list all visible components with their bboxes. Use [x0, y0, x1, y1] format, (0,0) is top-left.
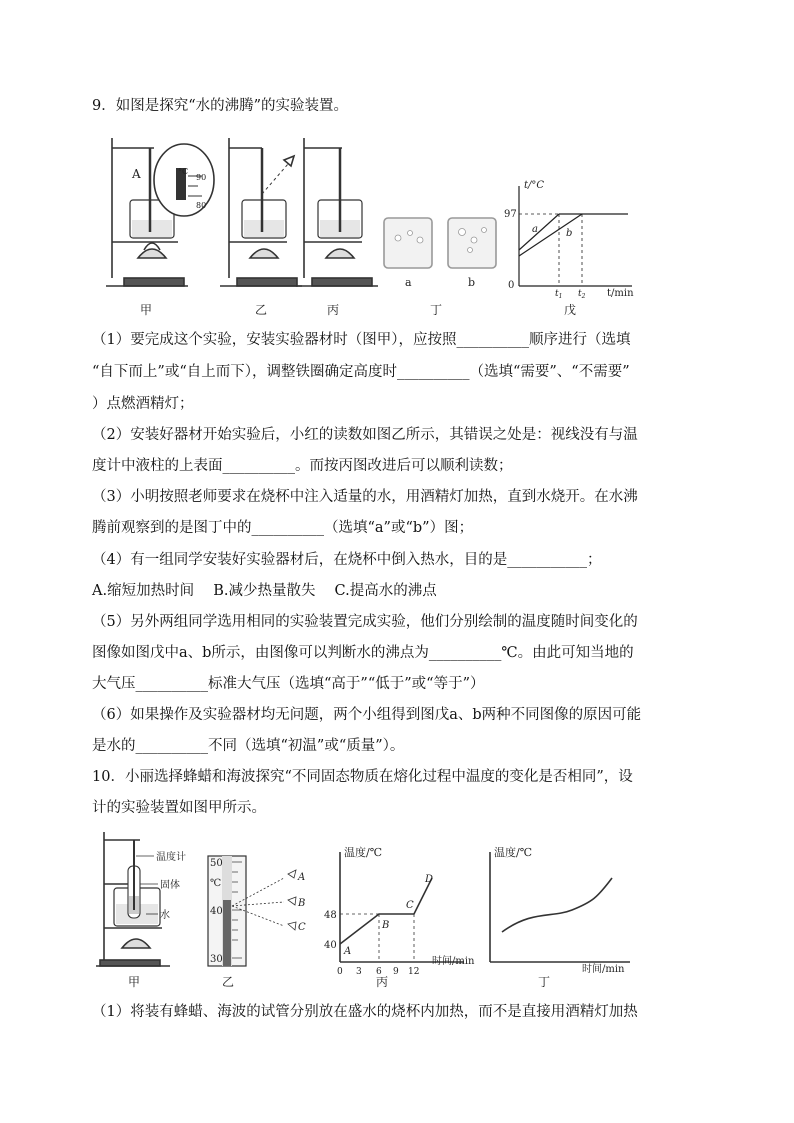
q10-figure	[92, 828, 652, 998]
q9-line-7: 腾前观察到的是图丁中的__________（选填“a”或“b”）图；	[92, 520, 474, 536]
q10-part-1: （1）将装有蜂蜡、海波的试管分别放在盛水的烧杯内加热，而不是直接用酒精灯加热	[92, 1004, 638, 1020]
q9-graph-xlabel: t/min	[607, 288, 634, 299]
q9-therm-80: 80	[196, 201, 207, 210]
q10-cap-ding: 丁	[538, 975, 551, 989]
q10-graph-xlabel: 时间/min	[432, 956, 475, 967]
q9-line-1: （1）要完成这个实验，安装实验器材时（图甲），应按照__________顺序进行（选填	[92, 332, 631, 348]
q9-graph-t2: $t_2$	[578, 289, 586, 300]
q10-lbl-water: 水	[160, 910, 170, 921]
q9-line-12: 大气压__________标准大气压（选填“高于”“低于”或“等于”）	[92, 676, 485, 692]
q10-graph-ylabel: 温度/℃	[344, 846, 383, 859]
q10-x12: 12	[408, 967, 420, 977]
q9-line-4: （2）安装好器材开始实验后，小红的读数如图乙所示，其错误之处是：视线没有与温	[92, 427, 638, 443]
q10-pt-a: A	[344, 946, 352, 957]
q9-line-2: “自下而上”或“自上而下），调整铁圈确定高度时__________（选填“需要”、“不需要”	[92, 364, 630, 380]
q10-therm-30: 30	[210, 954, 223, 965]
q9-therm-unit: °C	[178, 167, 189, 176]
q10-ding-xlabel: 时间/min	[582, 964, 625, 975]
q10-cap-bing: 丙	[376, 975, 389, 989]
q9-cap-ding: 丁	[430, 303, 443, 317]
q9-graph-origin: 0	[508, 280, 515, 291]
q10-eye-b: B	[298, 898, 306, 909]
q10-stem-2: 计的实验装置如图甲所示。	[92, 800, 266, 816]
q9-line-14: 是水的__________不同（选填“初温”或“质量”）。	[92, 738, 405, 754]
q9-line-6: （3）小明按照老师要求在烧杯中注入适量的水，用酒精灯加热，直到水烧开。在水沸	[92, 489, 638, 505]
q10-eye-c: C	[298, 922, 306, 933]
q10-therm-50: 50	[210, 858, 223, 869]
q10-pt-b: B	[382, 920, 390, 931]
q9-cap-yi: 乙	[255, 303, 268, 317]
q10-pt-d: D	[425, 874, 434, 885]
q9-label-a: A	[132, 167, 141, 181]
q10-eye-a: A	[298, 872, 306, 883]
q9-cap-bing: 丙	[327, 303, 340, 317]
q10-ding-ylabel: 温度/℃	[494, 846, 533, 859]
q9-graph-b: b	[566, 228, 573, 239]
q9-line-8: （4）有一组同学安装好实验器材后，在烧杯中倒入热水，目的是___________；	[92, 552, 602, 568]
q9-cap-wu: 戊	[564, 303, 577, 317]
q10-x6: 6	[376, 967, 382, 977]
q9-cap-jia: 甲	[140, 303, 153, 317]
q10-y48: 48	[324, 910, 337, 921]
q9-line-11: 图像如图戊中a、b所示，由图像可以判断水的沸点为__________℃。由此可知当地的	[92, 645, 634, 661]
q10-x9: 9	[393, 967, 399, 977]
q10-lbl-solid: 固体	[160, 880, 180, 891]
q9-line-10: （5）另外两组同学选用相同的实验装置完成实验，他们分别绘制的温度随时间变化的	[92, 614, 638, 630]
q10-therm-unit: ℃	[210, 878, 222, 889]
q9-options: A.缩短加热时间 B.减少热量散失 C.提高水的沸点	[92, 583, 437, 599]
q9-graph-t1: $t_1$	[555, 289, 563, 300]
q10-therm-40: 40	[210, 906, 223, 917]
q10-x3: 3	[356, 967, 362, 977]
q9-therm-90: 90	[196, 173, 207, 182]
q9-stem: 9．如图是探究“水的沸腾”的实验装置。	[92, 98, 349, 114]
q10-cap-yi: 乙	[222, 975, 235, 989]
q9-graph-a: a	[532, 224, 538, 235]
q10-x0: 0	[337, 967, 343, 977]
q10-y40: 40	[324, 940, 337, 951]
q9-graph-ylabel: t/°C	[524, 180, 545, 191]
q9-line-13: （6）如果操作及实验器材均无问题，两个小组得到图戊a、b两种不同图像的原因可能	[92, 707, 642, 723]
q9-line-5: 度计中液柱的上表面__________。而按丙图改进后可以顺利读数；	[92, 458, 513, 474]
q10-pt-c: C	[406, 900, 414, 911]
q9-figure	[92, 128, 652, 318]
q10-lbl-thermometer: 温度计	[156, 852, 186, 863]
q9-graph-97: 97	[504, 209, 517, 220]
q9-beaker-b: b	[468, 276, 476, 289]
q10-cap-jia: 甲	[128, 975, 141, 989]
q9-beaker-a: a	[405, 276, 412, 289]
q9-line-3: ）点燃酒精灯；	[92, 396, 194, 412]
q10-stem-1: 10．小丽选择蜂蜡和海波探究“不同固态物质在熔化过程中温度的变化是否相同”，设	[92, 769, 633, 785]
